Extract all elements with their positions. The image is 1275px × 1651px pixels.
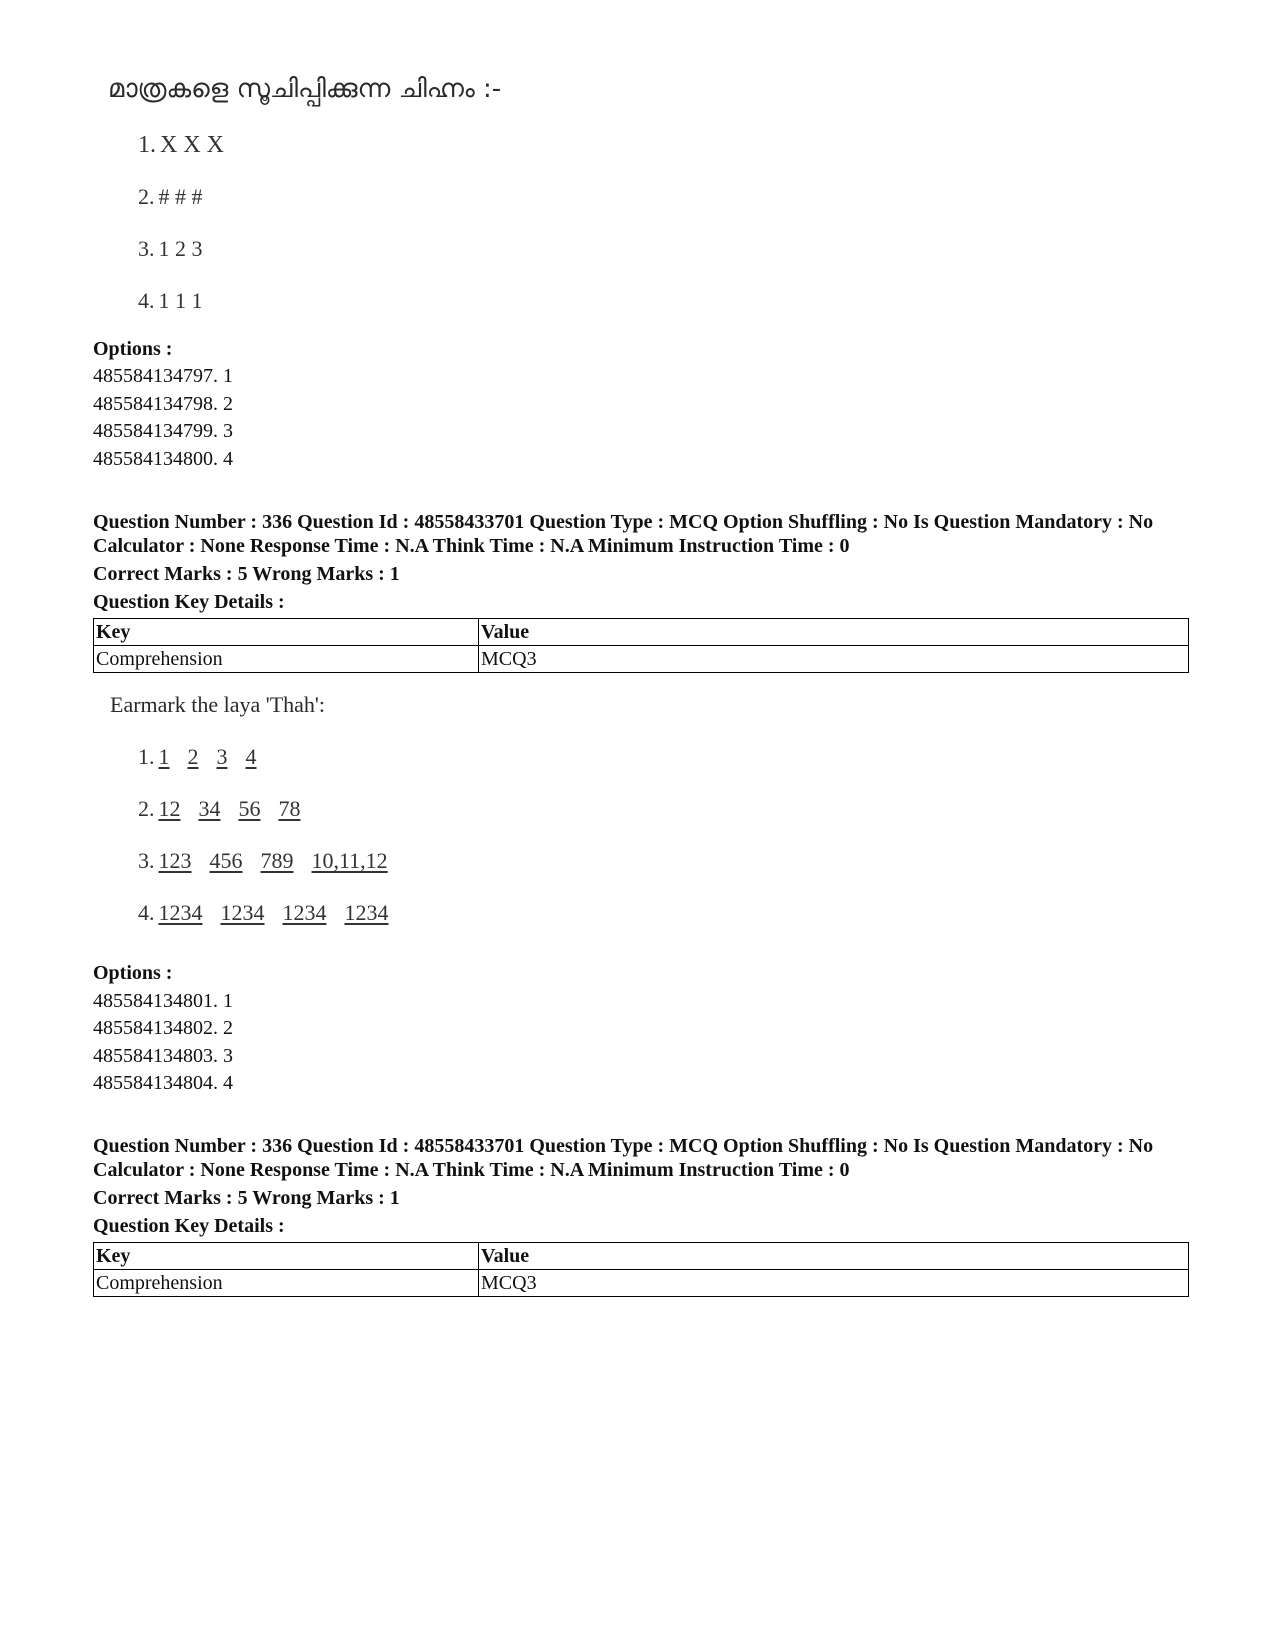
option-b-3: 485584134803. 3: [93, 1045, 233, 1067]
question-meta-2: Question Number : 336 Question Id : 48558433701 Question Type : MCQ Option Shuffling : No Is Question Mandatory : No Calculator : None Response Time : N.A Think Time : N.A Minimum Instruction Time : 0: [93, 1135, 1154, 1181]
header-key: Key: [94, 619, 479, 646]
question-meta-1: Question Number : 336 Question Id : 48558433701 Question Type : MCQ Option Shuffling : No Is Question Mandatory : No Calculator : None Response Time : N.A Think Time : N.A Minimum Instruction Time : 0: [93, 511, 1154, 557]
options-label-a: Options :: [93, 338, 173, 360]
question-a-choice-3: 3. 1 2 3: [138, 236, 203, 261]
question-a-choice-1: 1. X X X: [138, 132, 224, 158]
marks-2: Correct Marks : 5 Wrong Marks : 1: [93, 1187, 400, 1209]
table-header-row: [94, 1243, 1189, 1270]
question-b-choice-3: 3. 123 456 789 10,11,12: [138, 848, 388, 873]
row-key: Comprehension: [94, 1270, 479, 1297]
table-row: [94, 1270, 1189, 1297]
option-a-2: 485584134798. 2: [93, 393, 233, 415]
header-value: Value: [479, 619, 1189, 646]
question-a-image: [0, 0, 1275, 330]
table-row: [94, 646, 1189, 673]
option-b-1: 485584134801. 1: [93, 990, 233, 1012]
row-value: MCQ3: [479, 646, 1189, 673]
question-a-prompt: മാത്രകളെ സൂചിപ്പിക്കുന്ന ചിഹ്നം :-: [108, 74, 502, 104]
question-b-prompt: Earmark the laya 'Thah':: [110, 692, 325, 717]
question-b-choice-2: 2. 12 34 56 78: [138, 796, 301, 821]
question-a-choice-2: 2. # # #: [138, 184, 203, 209]
option-b-4: 485584134804. 4: [93, 1072, 233, 1094]
header-key: Key: [94, 1243, 479, 1270]
table-header-row: [94, 619, 1189, 646]
question-a-choice-4: 4. 1 1 1: [138, 288, 203, 313]
key-details-table-2: [93, 1242, 1189, 1297]
key-details-table-1: [93, 618, 1189, 673]
header-value: Value: [479, 1243, 1189, 1270]
question-b-choice-1: 1. 1 2 3 4: [138, 744, 257, 769]
options-label-b: Options :: [93, 962, 173, 984]
row-key: Comprehension: [94, 646, 479, 673]
option-b-2: 485584134802. 2: [93, 1017, 233, 1039]
key-details-label-2: Question Key Details :: [93, 1215, 285, 1237]
row-value: MCQ3: [479, 1270, 1189, 1297]
option-a-3: 485584134799. 3: [93, 420, 233, 442]
question-b-choice-4: 4. 1234 1234 1234 1234: [138, 900, 389, 925]
question-b-image: [0, 680, 1275, 940]
option-a-4: 485584134800. 4: [93, 448, 233, 470]
option-a-1: 485584134797. 1: [93, 365, 233, 387]
key-details-label-1: Question Key Details :: [93, 591, 285, 613]
marks-1: Correct Marks : 5 Wrong Marks : 1: [93, 563, 400, 585]
